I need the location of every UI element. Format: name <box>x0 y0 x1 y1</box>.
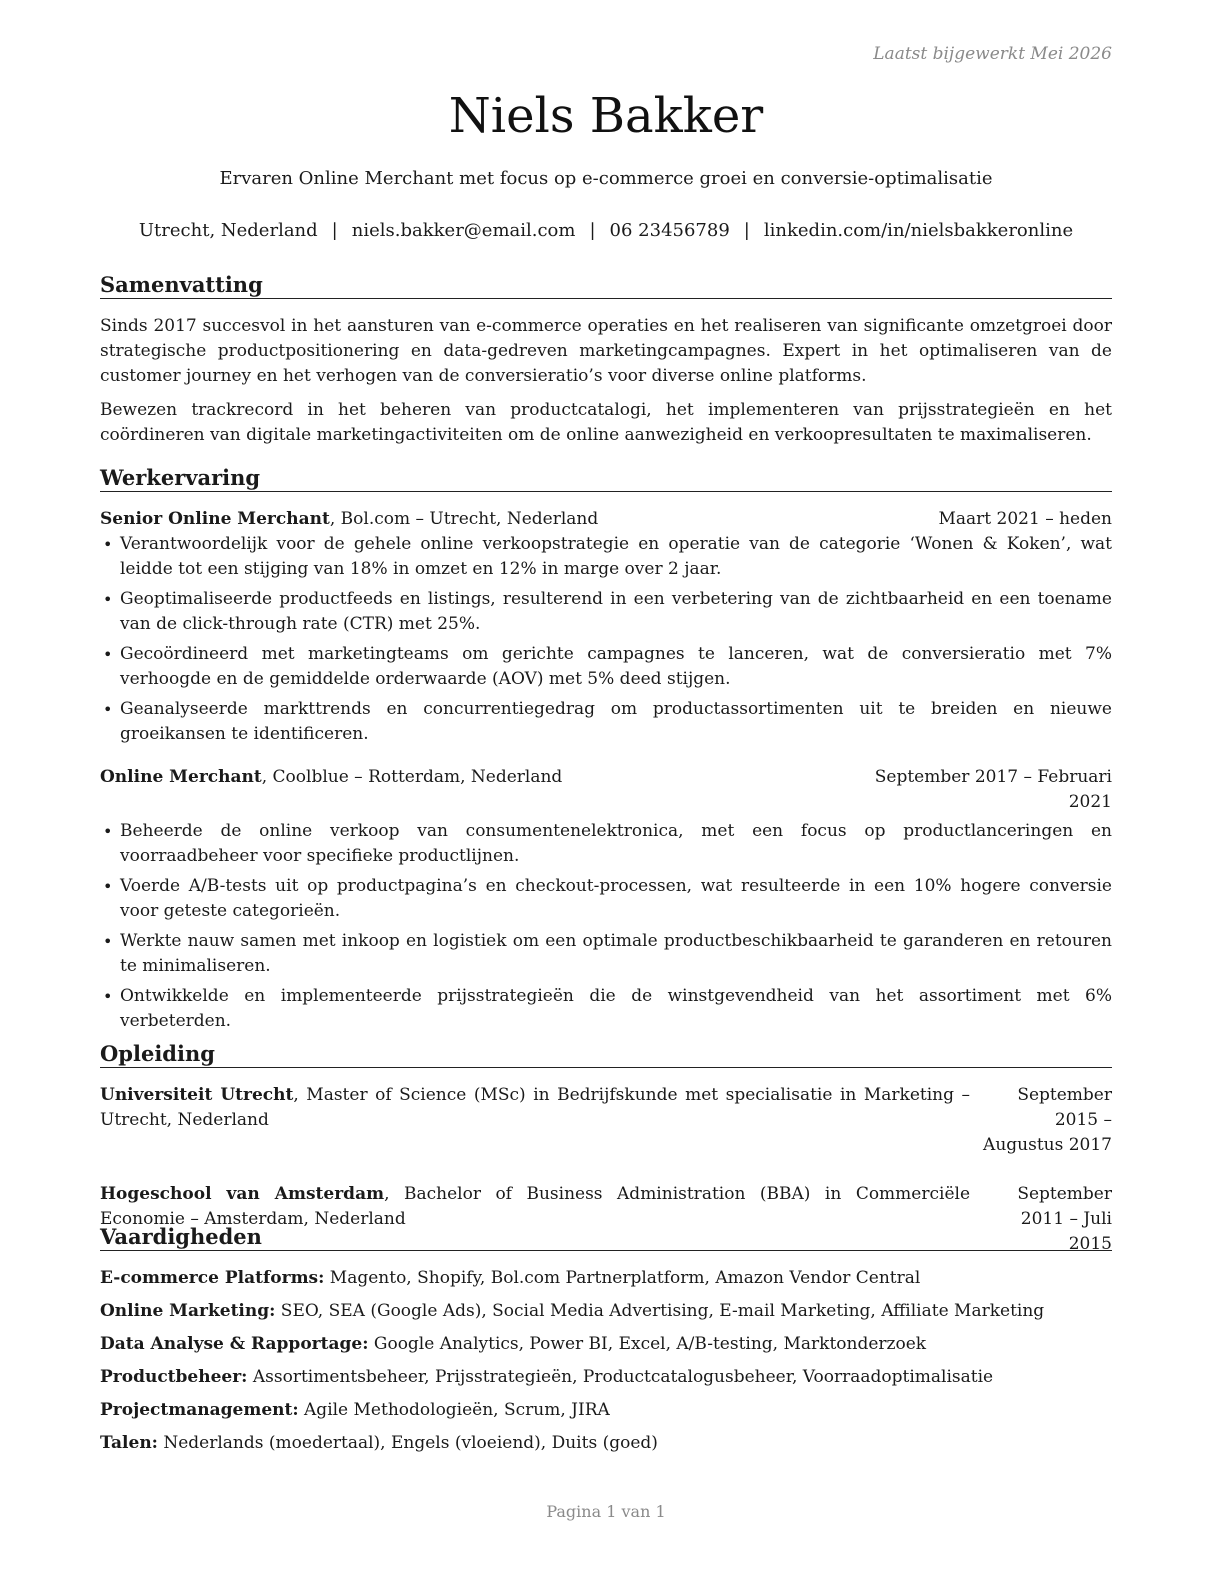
summary-paragraph: Sinds 2017 succesvol in het aansturen van e-commerce operaties en het realiseren van significante omzetgroei door strategische productpositionering en data-gedreven marketingcampagnes. Expert in het optimaliseren van de customer journey en het verhogen van de conversieratio’s voor diverse online platforms. <box>100 316 1112 386</box>
skill-row: Projectmanagement: Agile Methodologieën, Scrum, JIRA <box>100 1400 610 1420</box>
job-dates: Maart 2021 – heden <box>938 509 1112 529</box>
skills-list <box>100 1266 1112 1456</box>
education-dates: September 2011 – Juli 2015 <box>1017 1184 1112 1254</box>
skill-row: Productbeheer: Assortimentsbeheer, Prijsstrategieën, Productcatalogusbeheer, Voorraadoptimalisatie <box>100 1367 994 1387</box>
skill-row: Data Analyse & Rapportage: Google Analytics, Power BI, Excel, A/B-testing, Marktonderzoek <box>100 1334 927 1354</box>
list-item: • Voerde A/B-tests uit op productpagina’s en checkout-processen, wat resulteerde in een 10% hogere conversie voor geteste categorieën. <box>103 876 1112 921</box>
skills-section <box>100 1224 1112 1464</box>
contact-line <box>100 219 1112 243</box>
section-heading-education: Opleiding <box>100 1041 1112 1068</box>
contact-phone: 06 23456789 <box>609 220 730 241</box>
summary-section <box>100 272 1112 448</box>
list-item: • Ontwikkelde en implementeerde prijsstrategieën die de winstgevendheid van het assortiment met 6% verbeterden. <box>103 986 1112 1031</box>
resume-page <box>100 0 1112 1584</box>
list-item: • Geanalyseerde markttrends en concurrentiegedrag om productassortimenten uit te breiden en nieuwe groeikansen te identificeren. <box>103 699 1112 744</box>
section-heading-summary: Samenvatting <box>100 272 1112 299</box>
list-item: • Beheerde de online verkoop van consumentenelektronica, met een focus op productlanceringen en voorraadbeheer voor specifieke productlijnen. <box>103 821 1112 866</box>
education-entry <box>100 1083 1112 1158</box>
experience-section <box>100 465 1112 1039</box>
list-item: • Geoptimaliseerde productfeeds en listings, resulterend in een verbetering van de zichtbaarheid en een toename van de click-through rate (CTR) met 25%. <box>103 589 1112 634</box>
job-bullets <box>100 532 1112 747</box>
contact-separator: | <box>743 220 750 241</box>
skill-row: E-commerce Platforms: Magento, Shopify, Bol.com Partnerplatform, Amazon Vendor Central <box>100 1268 921 1288</box>
list-item: • Werkte nauw samen met inkoop en logistiek om een optimale productbeschikbaarheid te garanderen en retouren te minimaliseren. <box>103 931 1112 976</box>
contact-linkedin[interactable]: linkedin.com/in/nielsbakkeronline <box>763 220 1074 241</box>
section-heading-experience: Werkervaring <box>100 465 1112 492</box>
page-number: Pagina 1 van 1 <box>546 1502 666 1521</box>
school-name: Hogeschool van Amsterdam <box>100 1184 385 1204</box>
tagline: Ervaren Online Merchant met focus op e-commerce groei en conversie-optimalisatie <box>219 168 993 189</box>
education-dates: September 2015 – Augustus 2017 <box>983 1085 1112 1155</box>
job-bullets <box>100 819 1112 1034</box>
candidate-name: Niels Bakker <box>448 88 764 144</box>
contact-separator: | <box>331 220 338 241</box>
contact-separator: | <box>589 220 596 241</box>
section-heading-skills: Vaardigheden <box>100 1224 1112 1251</box>
job-header <box>100 507 1112 532</box>
skill-row: Online Marketing: SEO, SEA (Google Ads), Social Media Advertising, E-mail Marketing, Affiliate Marketing <box>100 1301 1045 1321</box>
job-role: Online Merchant <box>100 767 262 787</box>
contact-location: Utrecht, Nederland <box>138 220 318 241</box>
job-company: , Coolblue – Rotterdam, Nederland <box>261 767 563 787</box>
job-role: Senior Online Merchant <box>100 509 330 529</box>
list-item: • Verantwoordelijk voor de gehele online verkoopstrategie en operatie van de categorie ‘Wonen & Koken’, wat leidde tot een stijging van 18% in omzet en 12% in marge over 2 jaar. <box>103 534 1112 579</box>
job-entry <box>100 507 1112 747</box>
job-company: , Bol.com – Utrecht, Nederland <box>329 509 599 529</box>
school-name: Universiteit Utrecht <box>100 1085 294 1105</box>
skill-row: Talen: Nederlands (moedertaal), Engels (vloeiend), Duits (goed) <box>100 1433 658 1453</box>
degree-detail: , Bachelor of Business Administration (BBA) in Commerciële Economie – Amsterdam, Nederland <box>100 1184 971 1229</box>
summary-paragraph: Bewezen trackrecord in het beheren van productcatalogi, het implementeren van prijsstrategieën en het coördineren van digitale marketingactiviteiten om de online aanwezigheid en verkoopresultaten te maximaliseren. <box>100 400 1112 445</box>
job-entry <box>100 765 1112 1034</box>
degree-detail: , Master of Science (MSc) in Bedrijfskunde met specialisatie in Marketing – Utrecht, Nederland <box>100 1085 971 1130</box>
job-dates: September 2017 – Februari 2021 <box>874 767 1112 812</box>
job-header <box>100 765 1112 815</box>
list-item: • Gecoördineerd met marketingteams om gerichte campagnes te lanceren, wat de conversieratio met 7% verhoogde en de gemiddelde orderwaarde (AOV) met 5% deed stijgen. <box>103 644 1112 689</box>
last-updated: Laatst bijgewerkt Mei 2026 <box>873 44 1112 64</box>
contact-email[interactable]: niels.bakker@email.com <box>351 220 576 241</box>
